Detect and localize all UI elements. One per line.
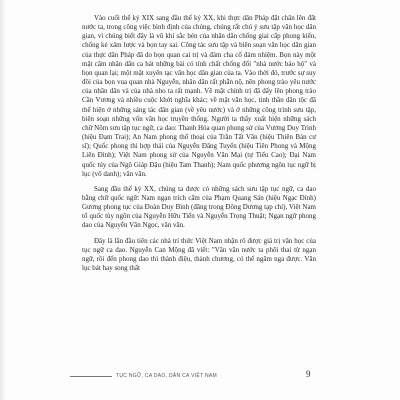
running-title: TỤC NGỮ, CA DAO, DÂN CA VIỆT NAM bbox=[112, 371, 221, 381]
paragraph-2: Sang đầu thế kỷ XX, chúng ta được có những sách sưu tập tục ngữ, ca dao bằng chữ quốc ngữ: Nam ngạn trích cẩm của Phạm Quang Sán (hiệu Ngạc Đình) Gương phong tục của Đoàn Duy Bình (đăng trong Đông Dương tạp chí), Việt Nam tổ quốc tùy ngôn của Nguyễn Hữu Tiến và Nguyễn Trọng Thuật; Ngạn ngữ phong dao của Nguyễn Văn Ngọc, văn văn. bbox=[82, 184, 316, 230]
page-footer bbox=[70, 371, 330, 383]
page-binding-shadow bbox=[0, 0, 6, 400]
page-number: 9 bbox=[306, 369, 311, 379]
paragraph-3: Đây là lần đầu tiên các nhà trí thức Việt Nam nhận rõ được giá trị văn học của tục ngữ ca dao. Nguyễn Can Mộng đã viết: "Văn văn nước ta phôi thai từ ngạn ngữ, rồi đến phong dao thì thành điệu, thành chương, có thể ngâm nga được. Văn lục bát hay song thất bbox=[82, 236, 316, 273]
paragraph-1: Vào cuối thế kỷ XIX sang đầu thế kỷ XX, khi thực dân Pháp đặt chân lên đất nước ta, trong công việc bình định của chúng, chúng rất chú ý sưu tập văn học dân gian, vì chúng biết đây là vũ khí sắc bén của nhân dân chống giai cấp phong kiến, chống kẻ xâm lược và bọn tay sai. Công tác sưu tập và biên soạn văn học dân gian của thực dân Pháp đã do bọn quan cai trị và đám cha cố đảm nhiệm. Bọn này một mặt căm nhân dân ca hát những bài có tính chất chống đối "nhà nước bảo hộ" và bọn quan lại; một mặt xuyên tạc văn học dân gian của ta. Vào thời đó, trước sự suy đồi của bọn vua quan nhà Nguyễn, nhân dân rất phẫn nộ, nên phong trào yêu nước của nhân dân và của nhà nho ta rất mạnh. Về mặt chính trị đã dấy lên phong trào Cần Vương và nhiều cuộc khởi nghĩa khác; về mặt văn học, tinh thần dân tộc đã thể hiện ở những sáng tác dân gian (về yêu nước) và ở những công trình sưu tập, biên soạn những vốn văn học truyền thống. Người ta thấy xuất hiện những sách chữ Nôm sưu tập tục ngữ, ca dao: Thanh Hóa quan phong sử của Vương Duy Trinh (hiệu Đạm Trai); An Nam phong thổ thoại của Trần Tất Văn (hiệu Thiên Bản cư sĩ); Quốc phong thi hợp thái của Nguyễn Đăng Tuyển (hiệu Tiên Phong và Mộng Liên Đình); Việt Nam phong sử của Nguyễn Văn Mại (tự Tiểu Cao); Đại Nam quốc túy của Ngô Giáp Đậu (hiệu Tam Thanh); Nam quốc phương ngôn tục ngữ bị lục (vô danh); văn văn. bbox=[82, 14, 316, 178]
body-text bbox=[82, 14, 316, 273]
